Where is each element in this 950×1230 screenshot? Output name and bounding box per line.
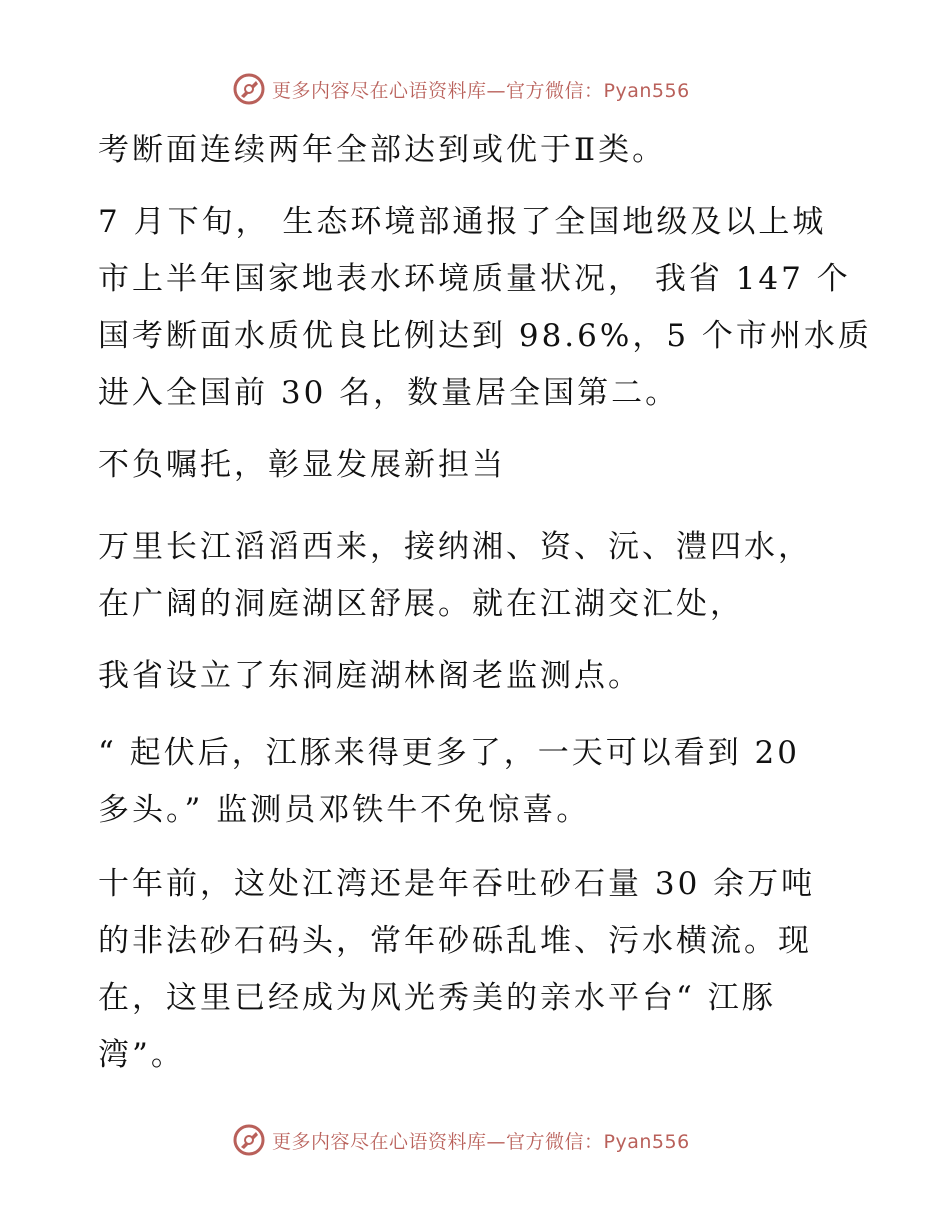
body-line-3: 市上半年国家地表水环境质量状况， 我省 147 个 xyxy=(98,261,851,297)
body-line-8: 在广阔的洞庭湖区舒展。就在江湖交汇处， xyxy=(98,586,744,622)
body-line-15: 湾”。 xyxy=(98,1037,185,1073)
body-line-5: 进入全国前 30 名，数量居全国第二。 xyxy=(98,375,680,411)
body-line-7: 万里长江滔滔西来，接纳湘、资、沅、澧四水， xyxy=(98,529,812,565)
body-line-11: 多头。” 监测员邓铁牛不免惊喜。 xyxy=(98,792,591,828)
footer-watermark xyxy=(232,1123,712,1157)
watermark-text: 更多内容尽在心语资料库—官方微信：Pyan556 xyxy=(272,79,690,102)
quill-logo-icon xyxy=(232,1123,266,1157)
body-line-14: 在，这里已经成为风光秀美的亲水平台“ 江豚 xyxy=(98,980,776,1016)
body-line-13: 的非法砂石码头，常年砂砾乱堆、污水横流。现 xyxy=(98,923,812,959)
quill-logo-icon xyxy=(232,72,266,106)
body-line-12: 十年前，这处江湾还是年吞吐砂石量 30 余万吨 xyxy=(98,866,816,902)
body-line-2: 7 月下旬， 生态环境部通报了全国地级及以上城 xyxy=(98,204,827,240)
watermark-text: 更多内容尽在心语资料库—官方微信：Pyan556 xyxy=(272,1130,690,1153)
section-heading: 不负嘱托，彰显发展新担当 xyxy=(98,447,506,483)
body-line-9: 我省设立了东洞庭湖林阁老监测点。 xyxy=(98,658,642,694)
body-line-4: 国考断面水质优良比例达到 98.6%，5 个市州水质 xyxy=(98,318,872,354)
header-watermark xyxy=(232,72,712,106)
body-line-10: “ 起伏后，江豚来得更多了，一天可以看到 20 xyxy=(98,735,801,771)
body-line-1: 考断面连续两年全部达到或优于Ⅱ类。 xyxy=(98,132,667,168)
